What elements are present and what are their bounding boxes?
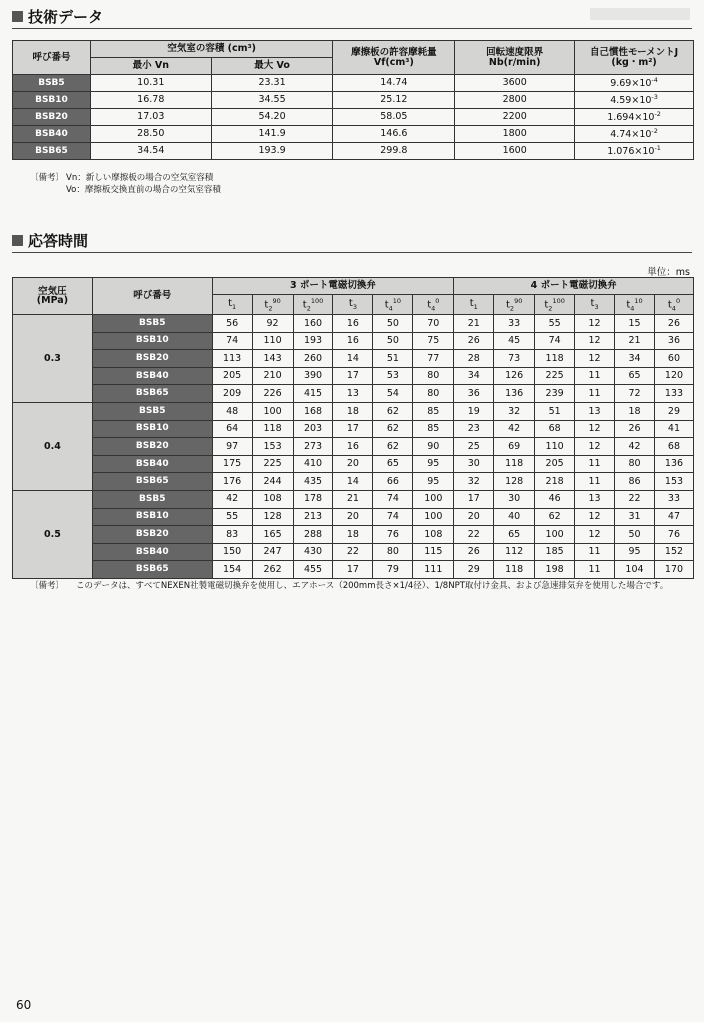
resp-value-cell: 100	[535, 526, 575, 544]
resp-value-cell: 66	[373, 473, 413, 491]
resp-value-cell: 153	[252, 438, 293, 456]
spec-row	[13, 126, 694, 143]
resp-row	[13, 420, 694, 438]
resp-value-cell: 19	[454, 402, 494, 420]
resp-value-cell: 22	[333, 543, 373, 561]
resp-value-cell: 25	[454, 438, 494, 456]
resp-value-cell: 20	[454, 508, 494, 526]
resp-col-header: $t_3$	[575, 295, 615, 315]
section-title-spec	[12, 6, 103, 27]
resp-col-header: $t_4^{10}$	[615, 295, 655, 315]
resp-value-cell: 209	[212, 385, 252, 403]
resp-value-cell: 28	[454, 350, 494, 368]
resp-value-cell: 120	[654, 367, 693, 385]
resp-value-cell: 13	[575, 402, 615, 420]
resp-value-cell: 42	[494, 420, 535, 438]
resp-value-cell: 21	[333, 490, 373, 508]
spec-model-cell: BSB40	[13, 126, 91, 143]
resp-value-cell: 11	[575, 455, 615, 473]
resp-value-cell: 112	[494, 543, 535, 561]
square-bullet-icon	[12, 235, 23, 246]
resp-value-cell: 260	[293, 350, 333, 368]
spec-model-cell: BSB5	[13, 75, 91, 92]
resp-value-cell: 32	[494, 402, 535, 420]
resp-value-cell: 14	[333, 350, 373, 368]
spec-vf-cell: 299.8	[333, 143, 455, 160]
spec-vo-cell: 193.9	[211, 143, 333, 160]
resp-value-cell: 218	[535, 473, 575, 491]
resp-value-cell: 168	[293, 402, 333, 420]
resp-value-cell: 12	[575, 526, 615, 544]
resp-col-header: $t_3$	[333, 295, 373, 315]
resp-value-cell: 47	[654, 508, 693, 526]
resp-row	[13, 315, 694, 333]
resp-value-cell: 22	[615, 490, 655, 508]
resp-model-cell: BSB20	[92, 438, 212, 456]
spec-header-model: 呼び番号	[13, 41, 91, 75]
resp-value-cell: 74	[373, 490, 413, 508]
resp-value-cell: 18	[615, 402, 655, 420]
resp-value-cell: 75	[413, 332, 454, 350]
resp-value-cell: 12	[575, 315, 615, 333]
resp-value-cell: 225	[535, 367, 575, 385]
resp-value-cell: 68	[535, 420, 575, 438]
resp-row	[13, 561, 694, 579]
resp-header-valve4: 4 ポート電磁切換弁	[454, 278, 694, 295]
resp-value-cell: 74	[212, 332, 252, 350]
resp-value-cell: 42	[212, 490, 252, 508]
resp-value-cell: 11	[575, 561, 615, 579]
resp-value-cell: 50	[373, 332, 413, 350]
header-faint-band	[590, 8, 690, 20]
resp-value-cell: 11	[575, 543, 615, 561]
resp-value-cell: 65	[373, 455, 413, 473]
resp-value-cell: 165	[252, 526, 293, 544]
spec-vf-cell: 146.6	[333, 126, 455, 143]
resp-value-cell: 51	[535, 402, 575, 420]
resp-value-cell: 288	[293, 526, 333, 544]
resp-value-cell: 12	[575, 508, 615, 526]
resp-value-cell: 31	[615, 508, 655, 526]
spec-nb-cell: 3600	[455, 75, 575, 92]
resp-value-cell: 97	[212, 438, 252, 456]
resp-value-cell: 143	[252, 350, 293, 368]
resp-model-cell: BSB40	[92, 543, 212, 561]
resp-value-cell: 115	[413, 543, 454, 561]
resp-note	[30, 580, 692, 592]
resp-note-text: このデータは、すべてNEXEN社製電磁切換弁を使用し、エアホース（200mm長さ×1/4径）、1/8NPT取付け金具、および急速排気弁を使用した場合です。	[76, 581, 669, 591]
resp-value-cell: 126	[494, 367, 535, 385]
spec-inertia-cell: $1.076\times 10^{-1}$	[575, 143, 694, 160]
resp-value-cell: 205	[212, 367, 252, 385]
resp-value-cell: 29	[654, 402, 693, 420]
resp-value-cell: 30	[494, 490, 535, 508]
spec-vo-cell: 23.31	[211, 75, 333, 92]
resp-model-cell: BSB5	[92, 490, 212, 508]
resp-value-cell: 11	[575, 367, 615, 385]
resp-value-cell: 213	[293, 508, 333, 526]
resp-value-cell: 34	[454, 367, 494, 385]
resp-value-cell: 247	[252, 543, 293, 561]
resp-model-cell: BSB40	[92, 455, 212, 473]
resp-value-cell: 390	[293, 367, 333, 385]
resp-value-cell: 108	[413, 526, 454, 544]
resp-value-cell: 55	[535, 315, 575, 333]
resp-value-cell: 273	[293, 438, 333, 456]
resp-value-cell: 244	[252, 473, 293, 491]
spec-table	[12, 40, 694, 160]
title-rule	[12, 28, 692, 29]
resp-value-cell: 11	[575, 385, 615, 403]
resp-value-cell: 160	[293, 315, 333, 333]
resp-value-cell: 34	[615, 350, 655, 368]
resp-value-cell: 45	[494, 332, 535, 350]
resp-value-cell: 85	[413, 420, 454, 438]
section-title-resp	[12, 230, 88, 251]
resp-value-cell: 225	[252, 455, 293, 473]
resp-value-cell: 15	[615, 315, 655, 333]
resp-value-cell: 26	[454, 332, 494, 350]
section-title-resp-text: 応答時間	[28, 232, 89, 250]
resp-col-header: $t_4^0$	[654, 295, 693, 315]
spec-row	[13, 92, 694, 109]
resp-value-cell: 95	[413, 473, 454, 491]
spec-header-nb: 回転速度限界 Nb(r/min)	[455, 41, 575, 75]
resp-value-cell: 33	[654, 490, 693, 508]
resp-row	[13, 473, 694, 491]
resp-value-cell: 46	[535, 490, 575, 508]
spec-nb-cell: 1800	[455, 126, 575, 143]
resp-value-cell: 415	[293, 385, 333, 403]
resp-value-cell: 203	[293, 420, 333, 438]
resp-value-cell: 14	[333, 473, 373, 491]
resp-model-cell: BSB65	[92, 473, 212, 491]
resp-value-cell: 20	[333, 508, 373, 526]
resp-value-cell: 100	[252, 402, 293, 420]
resp-value-cell: 48	[212, 402, 252, 420]
resp-header-valve3: 3 ポート電磁切換弁	[212, 278, 454, 295]
title-rule	[12, 252, 692, 253]
resp-value-cell: 29	[454, 561, 494, 579]
resp-value-cell: 12	[575, 420, 615, 438]
resp-value-cell: 26	[654, 315, 693, 333]
resp-value-cell: 21	[454, 315, 494, 333]
resp-model-cell: BSB20	[92, 350, 212, 368]
resp-value-cell: 95	[413, 455, 454, 473]
resp-value-cell: 113	[212, 350, 252, 368]
spec-model-cell: BSB65	[13, 143, 91, 160]
resp-value-cell: 80	[413, 385, 454, 403]
spec-inertia-cell: $4.74\times 10^{-2}$	[575, 126, 694, 143]
resp-value-cell: 205	[535, 455, 575, 473]
resp-value-cell: 56	[212, 315, 252, 333]
resp-value-cell: 68	[654, 438, 693, 456]
resp-header-model: 呼び番号	[92, 278, 212, 315]
resp-value-cell: 76	[654, 526, 693, 544]
spec-note-1: Vn：新しい摩擦板の場合の空気室容積	[66, 173, 214, 183]
resp-row	[13, 438, 694, 456]
resp-value-cell: 17	[333, 367, 373, 385]
resp-value-cell: 22	[454, 526, 494, 544]
spec-vn-cell: 10.31	[90, 75, 211, 92]
resp-value-cell: 90	[413, 438, 454, 456]
resp-value-cell: 65	[615, 367, 655, 385]
resp-value-cell: 13	[333, 385, 373, 403]
spec-vo-cell: 54.20	[211, 109, 333, 126]
pressure-cell: 0.3	[13, 315, 93, 403]
resp-value-cell: 118	[494, 561, 535, 579]
resp-value-cell: 36	[454, 385, 494, 403]
spec-model-cell: BSB20	[13, 109, 91, 126]
resp-value-cell: 32	[454, 473, 494, 491]
resp-value-cell: 62	[535, 508, 575, 526]
resp-value-cell: 85	[413, 402, 454, 420]
spec-notes	[30, 172, 221, 196]
resp-value-cell: 80	[413, 367, 454, 385]
resp-value-cell: 176	[212, 473, 252, 491]
page-number: 60	[16, 998, 32, 1012]
resp-value-cell: 95	[615, 543, 655, 561]
spec-row	[13, 75, 694, 92]
resp-col-header: $t_4^0$	[413, 295, 454, 315]
resp-value-cell: 111	[413, 561, 454, 579]
resp-value-cell: 18	[333, 526, 373, 544]
spec-header-vn: 最小 Vn	[90, 58, 211, 75]
resp-col-header: $t_2^{90}$	[494, 295, 535, 315]
resp-value-cell: 26	[454, 543, 494, 561]
resp-value-cell: 72	[615, 385, 655, 403]
spec-vf-cell: 25.12	[333, 92, 455, 109]
resp-value-cell: 154	[212, 561, 252, 579]
resp-value-cell: 11	[575, 473, 615, 491]
resp-value-cell: 110	[252, 332, 293, 350]
resp-model-cell: BSB65	[92, 561, 212, 579]
resp-value-cell: 73	[494, 350, 535, 368]
resp-model-cell: BSB65	[92, 385, 212, 403]
resp-value-cell: 239	[535, 385, 575, 403]
resp-model-cell: BSB5	[92, 402, 212, 420]
spec-row	[13, 109, 694, 126]
resp-col-header: $t_2^{90}$	[252, 295, 293, 315]
resp-value-cell: 64	[212, 420, 252, 438]
resp-value-cell: 17	[333, 420, 373, 438]
resp-unit: 単位：ms	[647, 267, 690, 278]
spec-header-vo: 最大 Vo	[211, 58, 333, 75]
spec-nb-cell: 2800	[455, 92, 575, 109]
resp-value-cell: 108	[252, 490, 293, 508]
resp-value-cell: 110	[535, 438, 575, 456]
resp-value-cell: 21	[615, 332, 655, 350]
resp-value-cell: 18	[333, 402, 373, 420]
spec-vn-cell: 17.03	[90, 109, 211, 126]
resp-value-cell: 175	[212, 455, 252, 473]
spec-nb-cell: 2200	[455, 109, 575, 126]
pressure-cell: 0.5	[13, 490, 93, 578]
resp-value-cell: 133	[654, 385, 693, 403]
resp-row	[13, 490, 694, 508]
resp-value-cell: 70	[413, 315, 454, 333]
resp-value-cell: 41	[654, 420, 693, 438]
resp-value-cell: 118	[494, 455, 535, 473]
resp-model-cell: BSB20	[92, 526, 212, 544]
resp-header-pressure: 空気圧 (MPa)	[13, 278, 93, 315]
resp-value-cell: 12	[575, 350, 615, 368]
resp-value-cell: 455	[293, 561, 333, 579]
resp-value-cell: 226	[252, 385, 293, 403]
resp-value-cell: 20	[333, 455, 373, 473]
resp-value-cell: 104	[615, 561, 655, 579]
spec-header-inertia: 自己慣性モーメントJ (kg・m²)	[575, 41, 694, 75]
spec-header-vf: 摩擦板の許容摩耗量 Vf(cm³)	[333, 41, 455, 75]
section-title-spec-text: 技術データ	[28, 8, 104, 26]
resp-note-label: 〔備考〕	[30, 581, 65, 591]
resp-model-cell: BSB10	[92, 508, 212, 526]
spec-vn-cell: 34.54	[90, 143, 211, 160]
resp-value-cell: 79	[373, 561, 413, 579]
resp-value-cell: 17	[333, 561, 373, 579]
resp-value-cell: 12	[575, 438, 615, 456]
resp-model-cell: BSB5	[92, 315, 212, 333]
resp-value-cell: 128	[252, 508, 293, 526]
spec-note-label: 〔備考〕	[30, 173, 65, 183]
resp-value-cell: 74	[373, 508, 413, 526]
resp-value-cell: 77	[413, 350, 454, 368]
spec-vf-cell: 14.74	[333, 75, 455, 92]
resp-value-cell: 54	[373, 385, 413, 403]
spec-header-chamber: 空気室の容積 (cm³)	[90, 41, 333, 58]
spec-vf-cell: 58.05	[333, 109, 455, 126]
resp-row	[13, 508, 694, 526]
resp-value-cell: 50	[373, 315, 413, 333]
resp-value-cell: 92	[252, 315, 293, 333]
resp-model-cell: BSB10	[92, 332, 212, 350]
resp-value-cell: 17	[454, 490, 494, 508]
resp-value-cell: 185	[535, 543, 575, 561]
resp-value-cell: 16	[333, 332, 373, 350]
resp-value-cell: 76	[373, 526, 413, 544]
resp-value-cell: 62	[373, 420, 413, 438]
resp-value-cell: 150	[212, 543, 252, 561]
resp-col-header: $t_1$	[212, 295, 252, 315]
spec-note-2: Vo：摩擦板交換直前の場合の空気室容積	[66, 185, 221, 195]
resp-value-cell: 170	[654, 561, 693, 579]
resp-value-cell: 193	[293, 332, 333, 350]
resp-value-cell: 118	[535, 350, 575, 368]
resp-value-cell: 430	[293, 543, 333, 561]
resp-value-cell: 136	[494, 385, 535, 403]
square-bullet-icon	[12, 11, 23, 22]
resp-value-cell: 435	[293, 473, 333, 491]
resp-value-cell: 16	[333, 438, 373, 456]
resp-value-cell: 62	[373, 402, 413, 420]
spec-nb-cell: 1600	[455, 143, 575, 160]
spec-inertia-cell: $1.694\times 10^{-2}$	[575, 109, 694, 126]
resp-value-cell: 178	[293, 490, 333, 508]
resp-value-cell: 30	[454, 455, 494, 473]
resp-row	[13, 402, 694, 420]
resp-value-cell: 83	[212, 526, 252, 544]
resp-value-cell: 86	[615, 473, 655, 491]
resp-value-cell: 13	[575, 490, 615, 508]
resp-value-cell: 153	[654, 473, 693, 491]
resp-value-cell: 210	[252, 367, 293, 385]
resp-value-cell: 410	[293, 455, 333, 473]
resp-col-header: $t_1$	[454, 295, 494, 315]
spec-vo-cell: 34.55	[211, 92, 333, 109]
resp-row	[13, 526, 694, 544]
resp-value-cell: 100	[413, 508, 454, 526]
spec-inertia-cell: $4.59\times 10^{-3}$	[575, 92, 694, 109]
response-table	[12, 277, 694, 579]
spec-model-cell: BSB10	[13, 92, 91, 109]
resp-value-cell: 74	[535, 332, 575, 350]
resp-value-cell: 23	[454, 420, 494, 438]
resp-row	[13, 385, 694, 403]
resp-value-cell: 80	[373, 543, 413, 561]
resp-row	[13, 367, 694, 385]
resp-value-cell: 136	[654, 455, 693, 473]
resp-col-header: $t_2^{100}$	[535, 295, 575, 315]
resp-model-cell: BSB10	[92, 420, 212, 438]
resp-col-header: $t_4^{10}$	[373, 295, 413, 315]
resp-value-cell: 262	[252, 561, 293, 579]
resp-value-cell: 198	[535, 561, 575, 579]
resp-value-cell: 65	[494, 526, 535, 544]
resp-value-cell: 60	[654, 350, 693, 368]
resp-value-cell: 36	[654, 332, 693, 350]
spec-row	[13, 143, 694, 160]
resp-row	[13, 455, 694, 473]
resp-value-cell: 80	[615, 455, 655, 473]
resp-row	[13, 332, 694, 350]
resp-value-cell: 55	[212, 508, 252, 526]
pressure-cell: 0.4	[13, 402, 93, 490]
resp-value-cell: 50	[615, 526, 655, 544]
resp-value-cell: 62	[373, 438, 413, 456]
resp-value-cell: 40	[494, 508, 535, 526]
spec-vn-cell: 28.50	[90, 126, 211, 143]
resp-value-cell: 42	[615, 438, 655, 456]
resp-row	[13, 350, 694, 368]
resp-value-cell: 16	[333, 315, 373, 333]
resp-value-cell: 51	[373, 350, 413, 368]
resp-value-cell: 128	[494, 473, 535, 491]
resp-col-header: $t_2^{100}$	[293, 295, 333, 315]
resp-value-cell: 12	[575, 332, 615, 350]
resp-model-cell: BSB40	[92, 367, 212, 385]
resp-row	[13, 543, 694, 561]
resp-value-cell: 53	[373, 367, 413, 385]
resp-value-cell: 69	[494, 438, 535, 456]
spec-vn-cell: 16.78	[90, 92, 211, 109]
resp-value-cell: 100	[413, 490, 454, 508]
resp-value-cell: 118	[252, 420, 293, 438]
resp-value-cell: 152	[654, 543, 693, 561]
resp-value-cell: 26	[615, 420, 655, 438]
spec-vo-cell: 141.9	[211, 126, 333, 143]
resp-value-cell: 33	[494, 315, 535, 333]
spec-inertia-cell: $9.69\times 10^{-4}$	[575, 75, 694, 92]
